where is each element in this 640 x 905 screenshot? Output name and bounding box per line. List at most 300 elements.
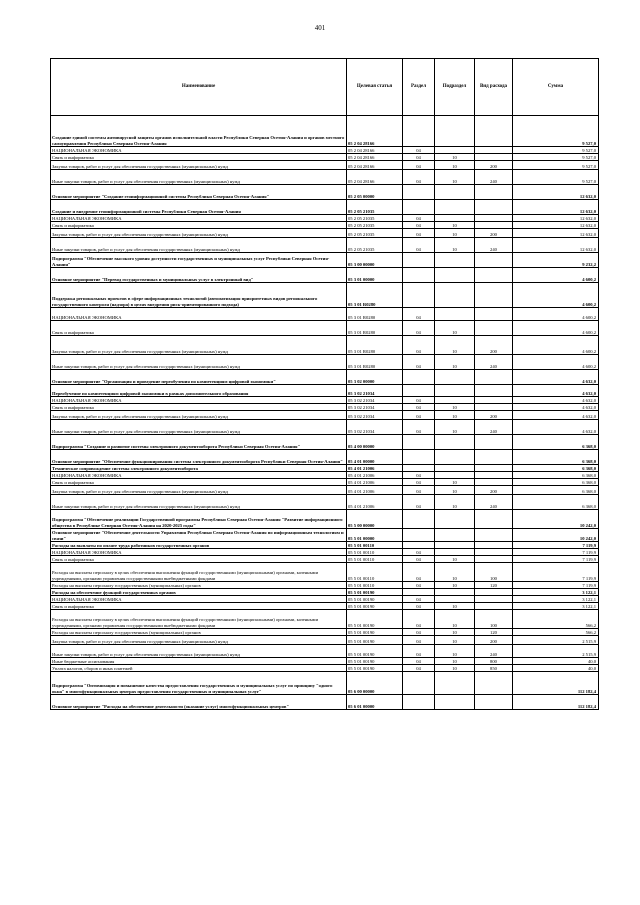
cell-subsection: 10 bbox=[435, 238, 475, 253]
cell-expense-kind: 240 bbox=[475, 355, 513, 370]
cell-target-article: 05 2 04 28166 bbox=[347, 116, 403, 147]
cell-expense-kind bbox=[475, 308, 513, 321]
cell-subsection bbox=[435, 185, 475, 200]
cell-subsection bbox=[435, 596, 475, 603]
cell-subsection bbox=[435, 549, 475, 556]
cell-sum: 10 242,0 bbox=[513, 529, 599, 542]
cell-subsection bbox=[435, 116, 475, 147]
cell-section bbox=[403, 589, 435, 596]
cell-name: Связь и информатика bbox=[51, 222, 347, 229]
cell-section: 04 bbox=[403, 161, 435, 170]
cell-section: 04 bbox=[403, 472, 435, 479]
cell-target-article: 05 5 01 00000 bbox=[347, 529, 403, 542]
cell-target-article: 05 6 01 00000 bbox=[347, 695, 403, 710]
cell-name: Закупка товаров, работ и услуг для обеспечения государственных (муниципальных) нужд bbox=[51, 161, 347, 170]
cell-target-article: 05 5 01 00110 bbox=[347, 563, 403, 582]
cell-name: Уплата налогов, сборов и иных платежей bbox=[51, 665, 347, 672]
cell-expense-kind: 100 bbox=[475, 610, 513, 629]
budget-table bbox=[50, 58, 599, 710]
table-row bbox=[51, 397, 599, 404]
cell-subsection bbox=[435, 397, 475, 404]
cell-sum: 40,0 bbox=[513, 665, 599, 672]
table-row bbox=[51, 450, 599, 465]
cell-sum: 12 632,0 bbox=[513, 229, 599, 238]
cell-section bbox=[403, 283, 435, 308]
cell-expense-kind bbox=[475, 321, 513, 336]
cell-name: Основное мероприятие "Создание геоинформационной системы Республики Северная Осетия-Алания" bbox=[51, 185, 347, 200]
header-section: Раздел bbox=[403, 59, 435, 116]
cell-subsection bbox=[435, 308, 475, 321]
cell-expense-kind bbox=[475, 397, 513, 404]
cell-section bbox=[403, 268, 435, 283]
cell-target-article: 05 5 01 00190 bbox=[347, 589, 403, 596]
cell-expense-kind: 200 bbox=[475, 229, 513, 238]
cell-subsection bbox=[435, 200, 475, 215]
cell-name: Иные закупки товаров, работ и услуг для обеспечения государственных (муниципальных) нужд bbox=[51, 645, 347, 658]
table-row bbox=[51, 404, 599, 411]
cell-target-article: 05 3 01 R0280 bbox=[347, 308, 403, 321]
cell-section: 04 bbox=[403, 556, 435, 563]
cell-sum: 2 515,9 bbox=[513, 645, 599, 658]
cell-name: НАЦИОНАЛЬНАЯ ЭКОНОМИКА bbox=[51, 596, 347, 603]
cell-expense-kind: 240 bbox=[475, 645, 513, 658]
cell-section: 04 bbox=[403, 610, 435, 629]
cell-expense-kind bbox=[475, 529, 513, 542]
cell-name: Техническое сопровождение системы электронного документооборота bbox=[51, 465, 347, 472]
table-row bbox=[51, 154, 599, 161]
cell-sum: 4 632,0 bbox=[513, 411, 599, 420]
cell-sum: 7 119,9 bbox=[513, 582, 599, 589]
cell-expense-kind bbox=[475, 215, 513, 222]
cell-sum: 3 122,1 bbox=[513, 596, 599, 603]
cell-subsection: 10 bbox=[435, 563, 475, 582]
cell-sum: 4 632,0 bbox=[513, 404, 599, 411]
cell-name: Создание единой системы антивирусной защиты органов исполнительной власти Республики Северная Осетия-Алания и органов местного самоуправления Республики Северная Осетия-Алания bbox=[51, 116, 347, 147]
cell-section: 04 bbox=[403, 147, 435, 154]
cell-subsection bbox=[435, 589, 475, 596]
cell-section: 04 bbox=[403, 355, 435, 370]
cell-target-article: 05 3 01 R0280 bbox=[347, 321, 403, 336]
cell-section: 04 bbox=[403, 222, 435, 229]
table-row bbox=[51, 529, 599, 542]
cell-target-article: 05 2 05 21035 bbox=[347, 238, 403, 253]
cell-expense-kind: 200 bbox=[475, 411, 513, 420]
cell-expense-kind bbox=[475, 589, 513, 596]
cell-section: 04 bbox=[403, 321, 435, 336]
cell-subsection: 10 bbox=[435, 665, 475, 672]
cell-name: Основное мероприятие "Перевод государственных и муниципальных услуг в электронный вид" bbox=[51, 268, 347, 283]
cell-section: 04 bbox=[403, 645, 435, 658]
cell-subsection: 10 bbox=[435, 222, 475, 229]
cell-expense-kind bbox=[475, 472, 513, 479]
table-row bbox=[51, 549, 599, 556]
header-subsection: Подраздел bbox=[435, 59, 475, 116]
table-row bbox=[51, 563, 599, 582]
cell-expense-kind bbox=[475, 200, 513, 215]
cell-sum: 6 368,0 bbox=[513, 435, 599, 450]
cell-sum: 6 368,0 bbox=[513, 465, 599, 472]
cell-target-article: 05 2 04 28166 bbox=[347, 147, 403, 154]
cell-target-article: 05 4 01 21006 bbox=[347, 465, 403, 472]
cell-subsection: 10 bbox=[435, 229, 475, 238]
table-row bbox=[51, 486, 599, 495]
table-row bbox=[51, 170, 599, 185]
cell-target-article: 05 3 02 21034 bbox=[347, 397, 403, 404]
cell-name: Связь и информатика bbox=[51, 404, 347, 411]
table-row bbox=[51, 411, 599, 420]
cell-sum: 4 632,0 bbox=[513, 397, 599, 404]
cell-expense-kind: 200 bbox=[475, 161, 513, 170]
cell-section: 04 bbox=[403, 486, 435, 495]
cell-name: Подпрограмма "Обеспечение реализации Государственной программы Республики Северная Осетия-Алания "Развитие информационного общества в Республике Северная Осетия-Алания на 2020-2025 годы" bbox=[51, 510, 347, 529]
cell-section: 04 bbox=[403, 495, 435, 510]
cell-subsection bbox=[435, 283, 475, 308]
cell-section: 04 bbox=[403, 154, 435, 161]
cell-target-article: 05 5 01 00190 bbox=[347, 610, 403, 629]
cell-section: 04 bbox=[403, 479, 435, 486]
cell-section: 04 bbox=[403, 549, 435, 556]
table-row bbox=[51, 200, 599, 215]
cell-section: 04 bbox=[403, 308, 435, 321]
cell-sum: 6 368,0 bbox=[513, 495, 599, 510]
table-row bbox=[51, 215, 599, 222]
cell-expense-kind: 200 bbox=[475, 336, 513, 355]
cell-expense-kind bbox=[475, 435, 513, 450]
table-row bbox=[51, 268, 599, 283]
cell-subsection: 10 bbox=[435, 170, 475, 185]
cell-target-article: 05 3 02 21034 bbox=[347, 404, 403, 411]
cell-target-article: 05 5 01 00110 bbox=[347, 582, 403, 589]
cell-name: Расходы на выплаты персоналу государственных (муниципальных) органов bbox=[51, 629, 347, 636]
table-row bbox=[51, 665, 599, 672]
table-row bbox=[51, 283, 599, 308]
table-row bbox=[51, 589, 599, 596]
cell-name: Основное мероприятие "Обеспечение деятельности Управления Республики Северная Осетия-Алания по информационным технологиям и связи" bbox=[51, 529, 347, 542]
table-row bbox=[51, 161, 599, 170]
cell-expense-kind bbox=[475, 385, 513, 397]
cell-expense-kind bbox=[475, 283, 513, 308]
cell-sum: 12 632,0 bbox=[513, 185, 599, 200]
cell-target-article: 05 4 01 21006 bbox=[347, 495, 403, 510]
cell-expense-kind bbox=[475, 147, 513, 154]
cell-target-article: 05 5 01 00110 bbox=[347, 556, 403, 563]
cell-expense-kind: 120 bbox=[475, 582, 513, 589]
cell-target-article: 05 5 01 00190 bbox=[347, 636, 403, 645]
cell-section: 04 bbox=[403, 336, 435, 355]
cell-target-article: 05 5 01 00190 bbox=[347, 645, 403, 658]
cell-expense-kind bbox=[475, 465, 513, 472]
cell-target-article: 05 5 01 00190 bbox=[347, 603, 403, 610]
cell-subsection: 10 bbox=[435, 321, 475, 336]
cell-subsection: 10 bbox=[435, 645, 475, 658]
cell-expense-kind bbox=[475, 404, 513, 411]
cell-section bbox=[403, 200, 435, 215]
cell-subsection bbox=[435, 450, 475, 465]
cell-subsection: 10 bbox=[435, 610, 475, 629]
table-row bbox=[51, 495, 599, 510]
cell-target-article: 05 5 01 00110 bbox=[347, 549, 403, 556]
cell-expense-kind bbox=[475, 450, 513, 465]
cell-expense-kind: 200 bbox=[475, 636, 513, 645]
table-row bbox=[51, 229, 599, 238]
cell-name: Расходы на выплаты персоналу в целях обеспечения выполнения функций государственными (муниципальными) органами, казенными учреждениями, органами управления государственными внебюджетными фондами bbox=[51, 563, 347, 582]
table-row bbox=[51, 596, 599, 603]
cell-sum: 4 600,2 bbox=[513, 321, 599, 336]
cell-section: 04 bbox=[403, 229, 435, 238]
cell-target-article: 05 4 00 00000 bbox=[347, 435, 403, 450]
cell-section bbox=[403, 542, 435, 549]
table-row bbox=[51, 253, 599, 268]
cell-subsection: 10 bbox=[435, 495, 475, 510]
cell-subsection: 10 bbox=[435, 629, 475, 636]
cell-name: Расходы на выплаты персоналу в целях обеспечения выполнения функций государственными (муниципальными) органами, казенными учреждениями, органами управления государственными внебюджетными фондами bbox=[51, 610, 347, 629]
cell-expense-kind bbox=[475, 154, 513, 161]
cell-name: Подпрограмма "Обеспечение высокого уровня доступности государственных и муниципальных услуг Республики Северная Осетия-Алания" bbox=[51, 253, 347, 268]
cell-target-article: 05 3 02 21034 bbox=[347, 385, 403, 397]
cell-expense-kind bbox=[475, 672, 513, 695]
cell-sum: 12 632,0 bbox=[513, 215, 599, 222]
cell-sum: 40,0 bbox=[513, 658, 599, 665]
table-row bbox=[51, 658, 599, 665]
cell-section: 04 bbox=[403, 215, 435, 222]
cell-name: Основное мероприятие "Организация и проведение переобучения по компетенциям цифровой экономики" bbox=[51, 370, 347, 385]
cell-section bbox=[403, 370, 435, 385]
cell-subsection: 10 bbox=[435, 404, 475, 411]
cell-subsection bbox=[435, 370, 475, 385]
cell-target-article: 05 3 01 R0280 bbox=[347, 355, 403, 370]
cell-target-article: 05 2 05 21035 bbox=[347, 222, 403, 229]
table-row bbox=[51, 308, 599, 321]
cell-name: Иные закупки товаров, работ и услуг для обеспечения государственных (муниципальных) нужд bbox=[51, 495, 347, 510]
header-target-article: Целевая статья bbox=[347, 59, 403, 116]
cell-sum: 3 122,1 bbox=[513, 603, 599, 610]
cell-target-article: 05 3 01 R0280 bbox=[347, 283, 403, 308]
cell-name: Связь и информатика bbox=[51, 321, 347, 336]
cell-subsection bbox=[435, 215, 475, 222]
cell-section bbox=[403, 465, 435, 472]
cell-section bbox=[403, 253, 435, 268]
cell-name: Связь и информатика bbox=[51, 556, 347, 563]
cell-name: Иные закупки товаров, работ и услуг для обеспечения государственных (муниципальных) нужд bbox=[51, 238, 347, 253]
cell-subsection: 10 bbox=[435, 411, 475, 420]
cell-expense-kind bbox=[475, 510, 513, 529]
cell-target-article: 05 4 01 00000 bbox=[347, 450, 403, 465]
cell-name: Расходы на обеспечение функций государственных органов bbox=[51, 589, 347, 596]
cell-target-article: 05 4 01 21006 bbox=[347, 486, 403, 495]
cell-sum: 4 600,2 bbox=[513, 268, 599, 283]
cell-target-article: 05 2 05 21035 bbox=[347, 229, 403, 238]
cell-subsection: 10 bbox=[435, 336, 475, 355]
table-body bbox=[51, 116, 599, 710]
cell-name: Основное мероприятие "Расходы на обеспечение деятельности (оказание услуг) многофункциональных центров" bbox=[51, 695, 347, 710]
cell-expense-kind bbox=[475, 370, 513, 385]
cell-target-article: 05 3 02 21034 bbox=[347, 411, 403, 420]
cell-subsection: 10 bbox=[435, 154, 475, 161]
cell-subsection bbox=[435, 385, 475, 397]
cell-expense-kind bbox=[475, 549, 513, 556]
table-row bbox=[51, 465, 599, 472]
table-row bbox=[51, 629, 599, 636]
cell-sum: 112 182,4 bbox=[513, 695, 599, 710]
cell-subsection bbox=[435, 465, 475, 472]
cell-section: 04 bbox=[403, 603, 435, 610]
cell-target-article: 05 5 00 00000 bbox=[347, 510, 403, 529]
table-row bbox=[51, 385, 599, 397]
cell-section: 04 bbox=[403, 238, 435, 253]
cell-sum: 7 119,9 bbox=[513, 556, 599, 563]
table-row bbox=[51, 556, 599, 563]
cell-section bbox=[403, 510, 435, 529]
cell-section bbox=[403, 695, 435, 710]
cell-target-article: 05 2 05 21035 bbox=[347, 215, 403, 222]
cell-section: 04 bbox=[403, 629, 435, 636]
cell-sum: 6 368,0 bbox=[513, 479, 599, 486]
cell-sum: 4 600,2 bbox=[513, 308, 599, 321]
cell-name: Закупка товаров, работ и услуг для обеспечения государственных (муниципальных) нужд bbox=[51, 336, 347, 355]
cell-sum: 12 632,0 bbox=[513, 238, 599, 253]
cell-name: Переобучение по компетенциям цифровой экономики в рамках дополнительного образования bbox=[51, 385, 347, 397]
cell-name: Поддержка региональных проектов в сфере информационных технологий (автоматизация приоритетных видов регионального государственного контроля (надзора) в целях внедрения риск-ориентированного подхода) bbox=[51, 283, 347, 308]
table-row bbox=[51, 355, 599, 370]
table-row bbox=[51, 582, 599, 589]
cell-section bbox=[403, 185, 435, 200]
cell-sum: 6 368,0 bbox=[513, 486, 599, 495]
table-row bbox=[51, 222, 599, 229]
cell-name: Подпрограмма "Оптимизация и повышение качества предоставления государственных и муниципальных услуг по принципу "одного окна" в многофункциональных центрах предоставления государственных и муниципальных услуг" bbox=[51, 672, 347, 695]
cell-sum: 6 368,0 bbox=[513, 472, 599, 479]
cell-expense-kind: 100 bbox=[475, 563, 513, 582]
table-row bbox=[51, 370, 599, 385]
cell-expense-kind bbox=[475, 479, 513, 486]
cell-expense-kind bbox=[475, 596, 513, 603]
cell-section bbox=[403, 450, 435, 465]
cell-sum: 4 600,2 bbox=[513, 336, 599, 355]
header-name: Наименование bbox=[51, 59, 347, 116]
cell-section: 04 bbox=[403, 582, 435, 589]
cell-subsection bbox=[435, 253, 475, 268]
table-row bbox=[51, 420, 599, 435]
cell-name: Закупка товаров, работ и услуг для обеспечения государственных (муниципальных) нужд bbox=[51, 636, 347, 645]
cell-expense-kind: 240 bbox=[475, 238, 513, 253]
cell-expense-kind: 240 bbox=[475, 420, 513, 435]
cell-name: Иные бюджетные ассигнования bbox=[51, 658, 347, 665]
cell-subsection bbox=[435, 542, 475, 549]
table-row bbox=[51, 603, 599, 610]
page-number: 401 bbox=[314, 24, 326, 32]
cell-subsection: 10 bbox=[435, 161, 475, 170]
cell-expense-kind: 800 bbox=[475, 658, 513, 665]
cell-subsection bbox=[435, 472, 475, 479]
cell-section: 04 bbox=[403, 411, 435, 420]
cell-subsection: 10 bbox=[435, 355, 475, 370]
cell-expense-kind bbox=[475, 185, 513, 200]
cell-name: Иные закупки товаров, работ и услуг для обеспечения государственных (муниципальных) нужд bbox=[51, 420, 347, 435]
cell-section bbox=[403, 672, 435, 695]
cell-name: НАЦИОНАЛЬНАЯ ЭКОНОМИКА bbox=[51, 308, 347, 321]
cell-expense-kind bbox=[475, 542, 513, 549]
cell-expense-kind bbox=[475, 116, 513, 147]
cell-expense-kind: 200 bbox=[475, 486, 513, 495]
cell-section: 04 bbox=[403, 397, 435, 404]
cell-target-article: 05 5 01 00190 bbox=[347, 629, 403, 636]
table-row bbox=[51, 610, 599, 629]
cell-section: 04 bbox=[403, 563, 435, 582]
cell-name: НАЦИОНАЛЬНАЯ ЭКОНОМИКА bbox=[51, 549, 347, 556]
cell-target-article: 05 4 01 21006 bbox=[347, 479, 403, 486]
cell-subsection bbox=[435, 695, 475, 710]
cell-section: 04 bbox=[403, 636, 435, 645]
cell-target-article: 05 5 01 00190 bbox=[347, 665, 403, 672]
cell-section bbox=[403, 116, 435, 147]
table-row bbox=[51, 336, 599, 355]
cell-name: Закупка товаров, работ и услуг для обеспечения государственных (муниципальных) нужд bbox=[51, 411, 347, 420]
cell-section bbox=[403, 529, 435, 542]
cell-name: Связь и информатика bbox=[51, 603, 347, 610]
cell-sum: 9 527,0 bbox=[513, 147, 599, 154]
cell-target-article: 05 5 01 00110 bbox=[347, 542, 403, 549]
cell-subsection bbox=[435, 268, 475, 283]
cell-name: Связь и информатика bbox=[51, 154, 347, 161]
cell-sum: 4 600,2 bbox=[513, 283, 599, 308]
table-row bbox=[51, 116, 599, 147]
cell-name: Связь и информатика bbox=[51, 479, 347, 486]
cell-expense-kind bbox=[475, 603, 513, 610]
header-sum: Сумма bbox=[513, 59, 599, 116]
cell-section: 04 bbox=[403, 170, 435, 185]
cell-target-article: 05 5 01 00190 bbox=[347, 596, 403, 603]
cell-subsection: 10 bbox=[435, 420, 475, 435]
cell-name: Расходы на выплаты по оплате труда работников государственных органов bbox=[51, 542, 347, 549]
cell-target-article: 05 6 00 00000 bbox=[347, 672, 403, 695]
cell-target-article: 05 2 04 28166 bbox=[347, 154, 403, 161]
cell-sum: 4 600,2 bbox=[513, 355, 599, 370]
cell-name: Закупка товаров, работ и услуг для обеспечения государственных (муниципальных) нужд bbox=[51, 486, 347, 495]
table-row bbox=[51, 636, 599, 645]
cell-sum: 7 119,9 bbox=[513, 542, 599, 549]
table-row bbox=[51, 645, 599, 658]
cell-sum: 10 242,0 bbox=[513, 510, 599, 529]
cell-subsection bbox=[435, 435, 475, 450]
cell-sum: 4 632,0 bbox=[513, 385, 599, 397]
cell-expense-kind: 240 bbox=[475, 170, 513, 185]
cell-target-article: 05 2 04 28166 bbox=[347, 161, 403, 170]
cell-subsection: 10 bbox=[435, 636, 475, 645]
cell-expense-kind: 240 bbox=[475, 495, 513, 510]
cell-sum: 112 182,4 bbox=[513, 672, 599, 695]
cell-section bbox=[403, 385, 435, 397]
table-header-row bbox=[51, 59, 599, 116]
table-row bbox=[51, 510, 599, 529]
cell-target-article: 05 3 02 21034 bbox=[347, 420, 403, 435]
cell-target-article: 05 4 01 21006 bbox=[347, 472, 403, 479]
cell-sum: 2 515,9 bbox=[513, 636, 599, 645]
cell-subsection: 10 bbox=[435, 486, 475, 495]
header-expense-kind: Вид расхода bbox=[475, 59, 513, 116]
cell-subsection bbox=[435, 529, 475, 542]
cell-expense-kind: 120 bbox=[475, 629, 513, 636]
cell-name: Основное мероприятие "Обеспечение функционирования системы электронного документооборота Республики Северная Осетия-Алания" bbox=[51, 450, 347, 465]
cell-section: 04 bbox=[403, 420, 435, 435]
table-row bbox=[51, 147, 599, 154]
cell-target-article: 05 2 04 28166 bbox=[347, 170, 403, 185]
cell-subsection: 10 bbox=[435, 582, 475, 589]
cell-expense-kind: 850 bbox=[475, 665, 513, 672]
cell-target-article: 05 3 00 00000 bbox=[347, 253, 403, 268]
cell-name: Иные закупки товаров, работ и услуг для обеспечения государственных (муниципальных) нужд bbox=[51, 170, 347, 185]
cell-name: НАЦИОНАЛЬНАЯ ЭКОНОМИКА bbox=[51, 472, 347, 479]
cell-expense-kind bbox=[475, 253, 513, 268]
cell-subsection bbox=[435, 672, 475, 695]
